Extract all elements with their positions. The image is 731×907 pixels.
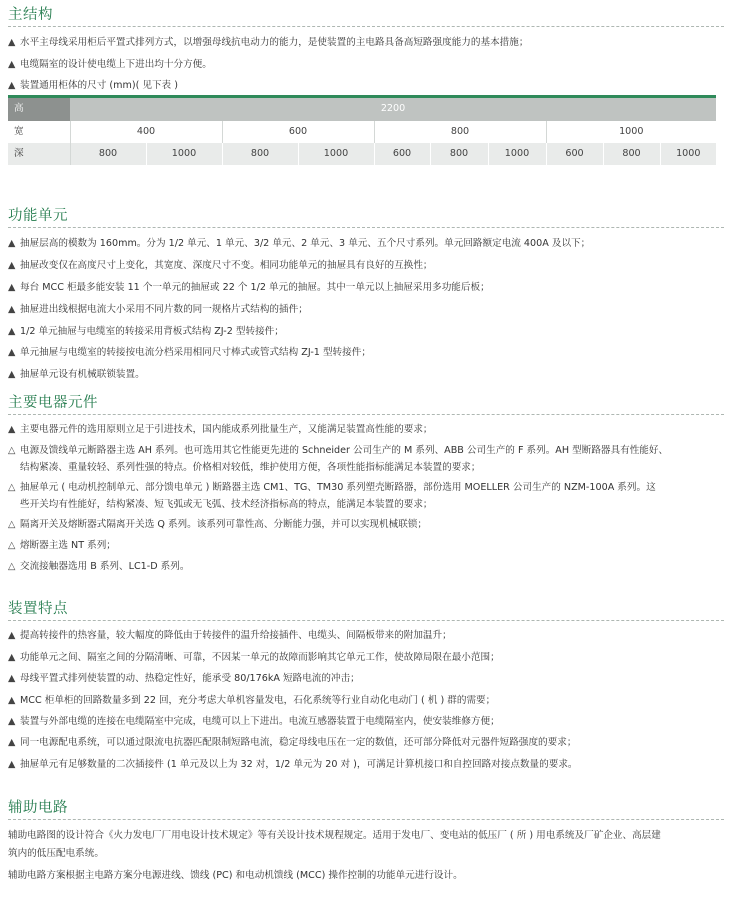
section-divider bbox=[8, 819, 724, 820]
triangle-icon: ▲ bbox=[8, 737, 16, 748]
list-item: △ 交流接触器选用 B 系列、LC1-D 系列。 bbox=[8, 561, 190, 572]
width-cell: 1000 bbox=[546, 121, 716, 143]
paragraph-line: 筑内的低压配电系统。 bbox=[8, 848, 104, 859]
triangle-icon: ▲ bbox=[8, 695, 16, 706]
depth-cell: 1000 bbox=[146, 143, 222, 165]
section-title: 主结构 bbox=[8, 7, 53, 23]
triangle-icon: ▲ bbox=[8, 80, 16, 91]
triangle-icon: ▲ bbox=[8, 369, 16, 380]
depth-cell: 1000 bbox=[488, 143, 546, 165]
triangle-icon: ▲ bbox=[8, 37, 16, 48]
cabinet-dimension-table bbox=[8, 98, 716, 165]
triangle-icon: ▲ bbox=[8, 260, 16, 271]
list-item: ▲ 抽屉单元设有机械联锁装置。 bbox=[8, 369, 145, 380]
triangle-icon: ▲ bbox=[8, 759, 16, 770]
height-value: 2200 bbox=[70, 98, 716, 121]
list-item: ▲ 水平主母线采用柜后平置式排列方式，以增强母线抗电动力的能力，是使装置的主电路具备高短路强度能力的基本措施； bbox=[8, 37, 529, 48]
list-item: △ 隔离开关及熔断器式隔离开关选 Q 系列。该系列可靠性高、分断能力强，并可以实现机械联锁； bbox=[8, 519, 427, 530]
depth-cell: 800 bbox=[70, 143, 146, 165]
list-item: ▲ MCC 柜单柜的回路数量多到 22 回，充分考虑大单机容量发电，石化系统等行业自动化电动门 ( 机 ) 群的需要； bbox=[8, 695, 496, 706]
triangle-icon: ▲ bbox=[8, 326, 16, 337]
triangle-icon: ▲ bbox=[8, 673, 16, 684]
depth-cell: 1000 bbox=[660, 143, 716, 165]
list-item: △ 熔断器主选 NT 系列； bbox=[8, 540, 116, 551]
list-item: ▲ 抽屉单元有足够数量的二次插接件 (1 单元及以上为 32 对，1/2 单元为 20 对 )，可满足计算机接口和自控回路对接点数量的要求。 bbox=[8, 759, 578, 770]
triangle-icon: ▲ bbox=[8, 716, 16, 727]
list-item: ▲ 装置与外部电缆的连接在电缆隔室中完成，电缆可以上下进出。电流互感器装置于电缆隔室内，使安装维修方便； bbox=[8, 716, 500, 727]
table-row-width bbox=[8, 121, 716, 143]
width-cell: 400 bbox=[70, 121, 222, 143]
depth-cell: 600 bbox=[374, 143, 430, 165]
triangle-icon: ▲ bbox=[8, 347, 16, 358]
list-item: ▲ 母线平置式排列使装置的动、热稳定性好，能承受 80/176kA 短路电流的冲击； bbox=[8, 673, 360, 684]
triangle-icon: ▲ bbox=[8, 238, 16, 249]
list-item: ▲ 电缆隔室的设计使电缆上下进出均十分方便。 bbox=[8, 59, 212, 70]
depth-cell: 1000 bbox=[298, 143, 374, 165]
section-divider bbox=[8, 26, 724, 27]
list-item: ▲ 同一电源配电系统，可以通过限流电抗器匹配限制短路电流，稳定母线电压在一定的数值，还可部分降低对元器件短路强度的要求； bbox=[8, 737, 577, 748]
paragraph-line: 辅助电路图的设计符合《火力发电厂厂用电设计技术规定》等有关设计技术规程规定。适用于发电厂、变电站的低压厂 ( 所 ) 用电系统及厂矿企业、高层建 bbox=[8, 830, 661, 841]
list-item: ▲ 1/2 单元抽屉与电缆室的转接采用背板式结构 ZJ-2 型转接件； bbox=[8, 326, 284, 337]
list-item: ▲ 单元抽屉与电缆室的转接按电流分档采用相同尺寸棒式或管式结构 ZJ-1 型转接件； bbox=[8, 347, 371, 358]
hollow-triangle-icon: △ bbox=[8, 540, 16, 551]
list-item-continuation: 些开关均有性能好，结构紧凑、短飞弧或无飞弧、技术经济指标高的特点，能满足本装置的要求； bbox=[20, 499, 433, 510]
section-divider bbox=[8, 227, 724, 228]
section-title: 装置特点 bbox=[8, 601, 68, 617]
list-item: ▲ 主要电器元件的选用原则立足于引进技术，国内能成系列批量生产，又能满足装置高性能的要求； bbox=[8, 424, 433, 435]
table-row-height bbox=[8, 98, 716, 121]
depth-cell: 600 bbox=[546, 143, 603, 165]
list-item: ▲ 抽屉改变仅在高度尺寸上变化，其宽度、深度尺寸不变。相同功能单元的抽屉具有良好的互换性； bbox=[8, 260, 433, 271]
triangle-icon: ▲ bbox=[8, 59, 16, 70]
list-item-continuation: 结构紧凑、重量较轻、系列性强的特点。价格相对较低，维护使用方便，各项性能指标能满足本装置的要求； bbox=[20, 462, 481, 473]
list-item: ▲ 装置通用柜体的尺寸 (mm)( 见下表 ) bbox=[8, 80, 178, 91]
triangle-icon: ▲ bbox=[8, 424, 16, 435]
height-label: 高 bbox=[8, 98, 70, 121]
hollow-triangle-icon: △ bbox=[8, 519, 16, 530]
list-item: △ 电源及馈线单元断路器主选 AH 系列。也可选用其它性能更先进的 Schneider 公司生产的 M 系列、ABB 公司生产的 F 系列。AH 型断路器具有性能好、 bbox=[8, 445, 669, 456]
depth-cell: 800 bbox=[430, 143, 488, 165]
list-item: ▲ 功能单元之间、隔室之间的分隔清晰、可靠，不因某一单元的故障而影响其它单元工作，使故障局限在最小范围； bbox=[8, 652, 500, 663]
depth-cell: 800 bbox=[222, 143, 298, 165]
triangle-icon: ▲ bbox=[8, 630, 16, 641]
paragraph: 辅助电路方案根据主电路方案分电源进线、馈线 (PC) 和电动机馈线 (MCC) 操作控制的功能单元进行设计。 bbox=[8, 870, 463, 881]
depth-cell: 800 bbox=[603, 143, 660, 165]
section-divider bbox=[8, 414, 724, 415]
list-item: ▲ 抽屉进出线根据电流大小采用不同片数的同一规格片式结构的插件； bbox=[8, 304, 308, 315]
hollow-triangle-icon: △ bbox=[8, 561, 16, 572]
triangle-icon: ▲ bbox=[8, 282, 16, 293]
section-divider bbox=[8, 620, 724, 621]
table-row-depth bbox=[8, 143, 716, 165]
list-item: ▲ 抽屉层高的模数为 160mm。分为 1/2 单元、1 单元、3/2 单元、2 单元、3 单元、五个尺寸系列。单元回路额定电流 400A 及以下； bbox=[8, 238, 591, 249]
list-item: △ 抽屉单元 ( 电动机控制单元、部分馈电单元 ) 断路器主选 CM1、TG、TM30 系列塑壳断路器，部份选用 MOELLER 公司生产的 NZM-100A 系列。这 bbox=[8, 482, 656, 493]
width-label: 宽 bbox=[8, 121, 70, 143]
list-item: ▲ 每台 MCC 柜最多能安装 11 个一单元的抽屉或 22 个 1/2 单元的抽屉。其中一单元以上抽屉采用多功能后板； bbox=[8, 282, 490, 293]
hollow-triangle-icon: △ bbox=[8, 445, 16, 456]
triangle-icon: ▲ bbox=[8, 304, 16, 315]
width-cell: 800 bbox=[374, 121, 546, 143]
depth-label: 深 bbox=[8, 143, 70, 165]
triangle-icon: ▲ bbox=[8, 652, 16, 663]
width-cell: 600 bbox=[222, 121, 374, 143]
section-title: 辅助电路 bbox=[8, 800, 68, 816]
list-item: ▲ 提高转接件的热容量，较大幅度的降低由于转接件的温升给接插件、电缆头、间隔板带来的附加温升； bbox=[8, 630, 452, 641]
section-title: 功能单元 bbox=[8, 208, 68, 224]
section-title: 主要电器元件 bbox=[8, 395, 98, 411]
hollow-triangle-icon: △ bbox=[8, 482, 16, 493]
